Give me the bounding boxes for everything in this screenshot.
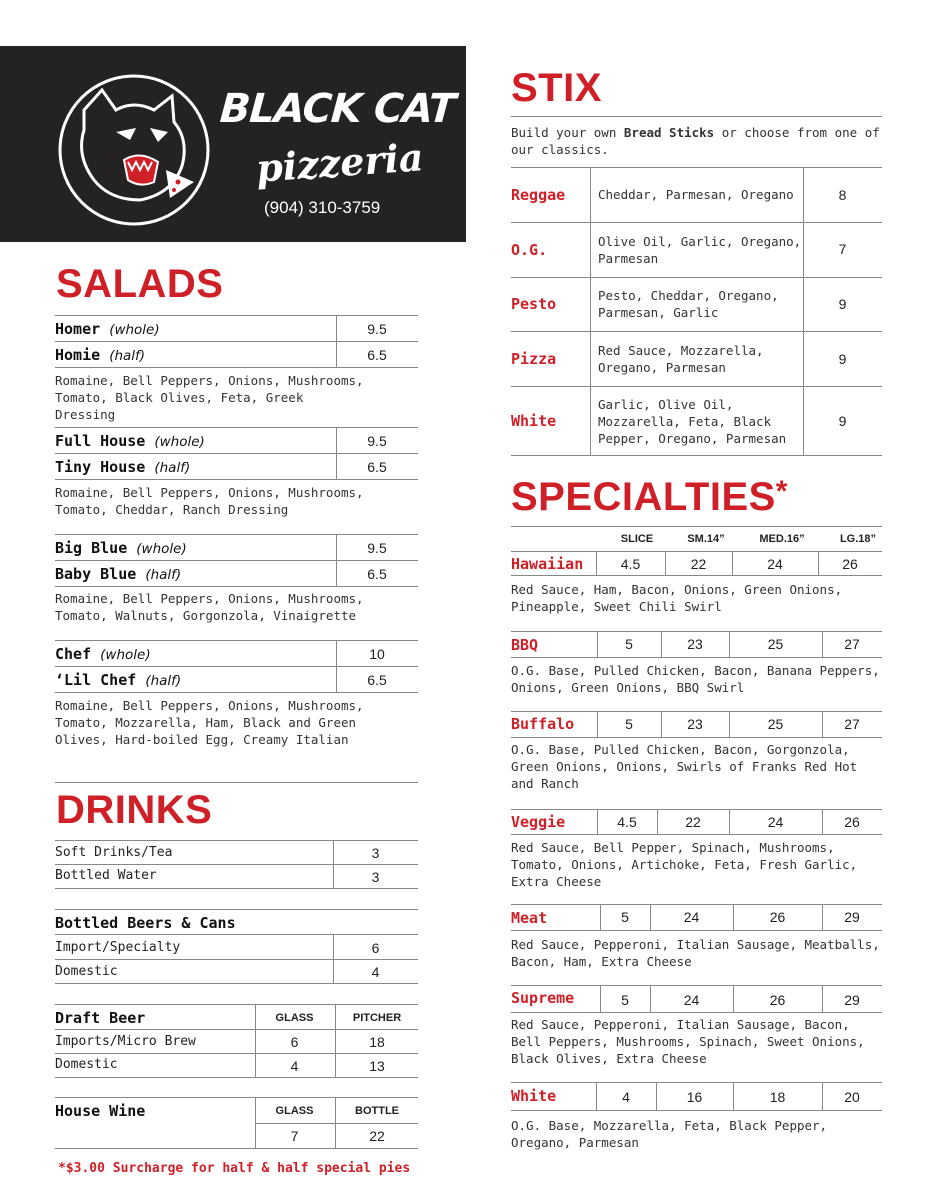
specialty-description: O.G. Base, Pulled Chicken, Bacon, Gorgonzola, Green Onions, Onions, Swirls of Franks Red Hot and Ranch bbox=[511, 742, 858, 791]
divider bbox=[333, 840, 334, 888]
beers-cans-heading: Bottled Beers & Cans bbox=[55, 914, 236, 932]
specialty-price: 23 bbox=[687, 636, 703, 652]
divider bbox=[335, 1097, 336, 1148]
specialty-name: Veggie bbox=[511, 813, 566, 831]
pitcher-column-header: PITCHER bbox=[352, 1012, 402, 1024]
divider bbox=[55, 1004, 418, 1005]
drink-price: 13 bbox=[369, 1058, 385, 1074]
salad-price: 6.5 bbox=[367, 459, 387, 475]
specialty-description: Red Sauce, Pepperoni, Italian Sausage, Bacon, Bell Peppers, Mushrooms, Spinach, Sweet Onions, Black Olives, Extra Cheese bbox=[511, 1017, 865, 1066]
stix-name: Reggae bbox=[511, 186, 566, 204]
specialty-price: 16 bbox=[686, 1089, 703, 1105]
drink-name: Import/Specialty bbox=[55, 940, 181, 955]
divider bbox=[55, 1053, 418, 1054]
divider bbox=[55, 909, 418, 910]
divider bbox=[590, 167, 591, 455]
footnote: *$3.00 Surcharge for half & half special pies bbox=[58, 1161, 411, 1176]
specialty-description: O.G. Base, Mozzarella, Feta, Black Pepper, Oregano, Parmesan bbox=[511, 1118, 828, 1150]
drink-price: 6 bbox=[371, 940, 380, 956]
divider bbox=[55, 692, 418, 693]
drink-price: 6 bbox=[290, 1034, 299, 1050]
specialty-price: 5 bbox=[625, 636, 633, 652]
divider bbox=[255, 1097, 256, 1148]
stix-price: 7 bbox=[838, 241, 847, 257]
divider bbox=[511, 834, 882, 835]
divider bbox=[55, 983, 418, 984]
divider bbox=[511, 455, 882, 456]
drinks-title: DRINKS bbox=[56, 788, 213, 832]
specialty-price: 4.5 bbox=[617, 814, 637, 830]
salad-price: 6.5 bbox=[367, 566, 387, 582]
divider bbox=[55, 934, 418, 935]
divider bbox=[255, 1123, 418, 1124]
divider bbox=[511, 1110, 882, 1111]
divider bbox=[55, 840, 418, 841]
bottle-column-header: BOTTLE bbox=[355, 1105, 399, 1117]
specialty-description: Red Sauce, Ham, Bacon, Onions, Green Onions, Pineapple, Sweet Chili Swirl bbox=[511, 582, 843, 614]
divider bbox=[511, 1082, 882, 1083]
divider bbox=[55, 341, 418, 342]
specialty-price: 18 bbox=[769, 1089, 786, 1105]
salad-item: Big Blue (whole) bbox=[55, 539, 187, 557]
drink-name: Soft Drinks/Tea bbox=[55, 845, 173, 860]
specialty-price: 5 bbox=[625, 716, 633, 732]
divider bbox=[55, 1077, 418, 1078]
divider bbox=[511, 167, 882, 168]
drink-price: 22 bbox=[369, 1128, 385, 1144]
stix-name: Pesto bbox=[511, 295, 557, 313]
specialty-price: 27 bbox=[844, 716, 860, 732]
stix-description: Olive Oil, Garlic, Oregano, Parmesan bbox=[598, 234, 802, 266]
drink-name: Imports/Micro Brew bbox=[55, 1034, 196, 1049]
salad-description: Romaine, Bell Peppers, Onions, Mushrooms, Tomato, Walnuts, Gorgonzola, Vinaigrette bbox=[55, 591, 364, 623]
draft-heading: Draft Beer bbox=[55, 1009, 146, 1027]
salad-description: Romaine, Bell Peppers, Onions, Mushrooms, Tomato, Black Olives, Feta, Greek Dressing bbox=[55, 373, 364, 422]
divider bbox=[511, 331, 882, 332]
divider bbox=[335, 1004, 336, 1077]
specialty-price: 5 bbox=[621, 992, 629, 1008]
specialty-price: 25 bbox=[767, 636, 784, 652]
drink-price: 7 bbox=[290, 1128, 299, 1144]
specialty-price: 26 bbox=[769, 992, 786, 1008]
divider bbox=[511, 222, 882, 223]
stix-price: 9 bbox=[838, 296, 847, 312]
specialty-price: 27 bbox=[844, 636, 860, 652]
specialty-name: Buffalo bbox=[511, 715, 575, 733]
stix-price: 9 bbox=[838, 351, 847, 367]
divider bbox=[511, 631, 882, 632]
specialty-price: 4 bbox=[622, 1089, 630, 1105]
divider bbox=[55, 1097, 418, 1098]
divider bbox=[511, 657, 882, 658]
divider bbox=[55, 864, 418, 865]
drink-price: 4 bbox=[290, 1058, 299, 1074]
specialty-price: 26 bbox=[844, 814, 860, 830]
specialty-price: 24 bbox=[683, 992, 700, 1008]
divider bbox=[511, 711, 882, 712]
specialty-name: BBQ bbox=[511, 636, 539, 654]
divider bbox=[511, 904, 882, 905]
stix-name: Pizza bbox=[511, 350, 557, 368]
salad-item: Homer (whole) bbox=[55, 320, 160, 338]
salad-item: Chef (whole) bbox=[55, 645, 151, 663]
divider bbox=[55, 427, 418, 428]
specialty-name: White bbox=[511, 1087, 557, 1105]
salad-price: 9.5 bbox=[367, 540, 387, 556]
specialty-name: Supreme bbox=[511, 989, 575, 1007]
specialty-price: 29 bbox=[844, 992, 860, 1008]
divider bbox=[55, 782, 418, 783]
divider bbox=[336, 315, 337, 367]
salad-price: 6.5 bbox=[367, 347, 387, 363]
divider bbox=[511, 526, 882, 527]
stix-description: Red Sauce, Mozzarella, Oregano, Parmesan bbox=[598, 343, 764, 375]
divider bbox=[55, 666, 418, 667]
specialty-price: 4.5 bbox=[620, 556, 641, 572]
salad-price: 10 bbox=[369, 646, 385, 662]
divider bbox=[55, 586, 418, 587]
drink-name: Bottled Water bbox=[55, 868, 157, 883]
stix-intro: Build your own Bread Sticks or choose from one of our classics. bbox=[511, 125, 880, 157]
large-column-header: LG.18” bbox=[839, 533, 877, 545]
divider bbox=[333, 934, 334, 983]
divider bbox=[55, 367, 418, 368]
divider bbox=[511, 809, 882, 810]
specialty-price: 5 bbox=[621, 909, 629, 925]
drink-price: 3 bbox=[371, 845, 380, 861]
divider bbox=[336, 534, 337, 586]
divider bbox=[55, 888, 418, 889]
divider bbox=[511, 277, 882, 278]
salad-description: Romaine, Bell Peppers, Onions, Mushrooms, Tomato, Mozzarella, Ham, Black and Green Olives, Hard-boiled Egg, Creamy Italian bbox=[55, 698, 364, 747]
stix-description: Pesto, Cheddar, Oregano, Parmesan, Garlic bbox=[598, 288, 779, 320]
salad-item: Full House (whole) bbox=[55, 432, 205, 450]
glass-column-header: GLASS bbox=[275, 1012, 314, 1024]
divider bbox=[55, 479, 418, 480]
stix-price: 8 bbox=[838, 187, 847, 203]
specialty-price: 24 bbox=[767, 556, 783, 572]
divider bbox=[803, 167, 804, 455]
divider bbox=[55, 1029, 418, 1030]
brand-name: BLACK CAT bbox=[218, 86, 457, 132]
salad-item: ‘Lil Chef (half) bbox=[55, 671, 182, 689]
specialty-price: 24 bbox=[683, 909, 700, 925]
specialty-description: Red Sauce, Bell Pepper, Spinach, Mushrooms, Tomato, Onions, Artichoke, Feta, Fresh Garlic, Extra Cheese bbox=[511, 840, 858, 889]
salad-item: Baby Blue (half) bbox=[55, 565, 182, 583]
specialties-title: SPECIALTIES* bbox=[511, 475, 788, 519]
brand-subtitle: pizzeria bbox=[254, 134, 425, 191]
specialty-price: 29 bbox=[844, 909, 860, 925]
stix-price: 9 bbox=[838, 413, 847, 429]
salad-item: Homie (half) bbox=[55, 346, 146, 364]
specialty-price: 23 bbox=[687, 716, 703, 732]
divider bbox=[55, 1148, 418, 1149]
divider bbox=[336, 427, 337, 479]
salad-price: 6.5 bbox=[367, 672, 387, 688]
divider bbox=[55, 560, 418, 561]
specialty-price: 26 bbox=[842, 556, 858, 572]
salad-price: 9.5 bbox=[367, 321, 387, 337]
salad-price: 9.5 bbox=[367, 433, 387, 449]
divider bbox=[55, 534, 418, 535]
stix-description: Garlic, Olive Oil, Mozzarella, Feta, Black Pepper, Oregano, Parmesan bbox=[598, 397, 787, 446]
divider bbox=[511, 985, 882, 986]
specialty-price: 24 bbox=[767, 814, 784, 830]
slice-column-header: SLICE bbox=[620, 533, 654, 545]
stix-name: O.G. bbox=[511, 241, 548, 259]
specialty-description: O.G. Base, Pulled Chicken, Bacon, Banana Peppers, Onions, Green Onions, BBQ Swirl bbox=[511, 663, 880, 695]
drink-name: Domestic bbox=[55, 1057, 118, 1072]
divider bbox=[511, 386, 882, 387]
divider bbox=[511, 116, 882, 117]
stix-title: STIX bbox=[511, 66, 602, 110]
divider bbox=[511, 737, 882, 738]
divider bbox=[511, 1012, 882, 1013]
drink-price: 4 bbox=[371, 964, 380, 980]
specialty-price: 20 bbox=[844, 1089, 860, 1105]
drink-price: 3 bbox=[371, 869, 380, 885]
salads-title: SALADS bbox=[56, 262, 224, 306]
black-cat-logo-icon bbox=[54, 70, 214, 230]
divider bbox=[55, 640, 418, 641]
specialty-name: Hawaiian bbox=[511, 555, 584, 573]
stix-description: Cheddar, Parmesan, Oregano bbox=[598, 187, 794, 202]
stix-name: White bbox=[511, 412, 557, 430]
divider bbox=[336, 640, 337, 692]
divider bbox=[511, 551, 882, 552]
divider bbox=[255, 1004, 256, 1077]
drink-name: Domestic bbox=[55, 964, 118, 979]
wine-heading: House Wine bbox=[55, 1102, 146, 1120]
specialty-description: Red Sauce, Pepperoni, Italian Sausage, Meatballs, Bacon, Ham, Extra Cheese bbox=[511, 937, 880, 969]
divider bbox=[55, 959, 418, 960]
salad-item: Tiny House (half) bbox=[55, 458, 191, 476]
specialty-price: 25 bbox=[767, 716, 784, 732]
divider bbox=[55, 453, 418, 454]
divider bbox=[55, 315, 418, 316]
divider bbox=[511, 575, 882, 576]
specialty-price: 22 bbox=[690, 556, 707, 572]
salad-description: Romaine, Bell Peppers, Onions, Mushrooms, Tomato, Cheddar, Ranch Dressing bbox=[55, 485, 364, 517]
drink-price: 18 bbox=[369, 1034, 385, 1050]
divider bbox=[511, 930, 882, 931]
specialty-price: 26 bbox=[769, 909, 786, 925]
glass-column-header: GLASS bbox=[275, 1105, 314, 1117]
medium-column-header: MED.16” bbox=[759, 533, 805, 545]
specialty-price: 22 bbox=[685, 814, 701, 830]
phone-number: (904) 310-3759 bbox=[264, 198, 381, 217]
small-column-header: SM.14” bbox=[687, 533, 725, 545]
specialty-name: Meat bbox=[511, 909, 548, 927]
